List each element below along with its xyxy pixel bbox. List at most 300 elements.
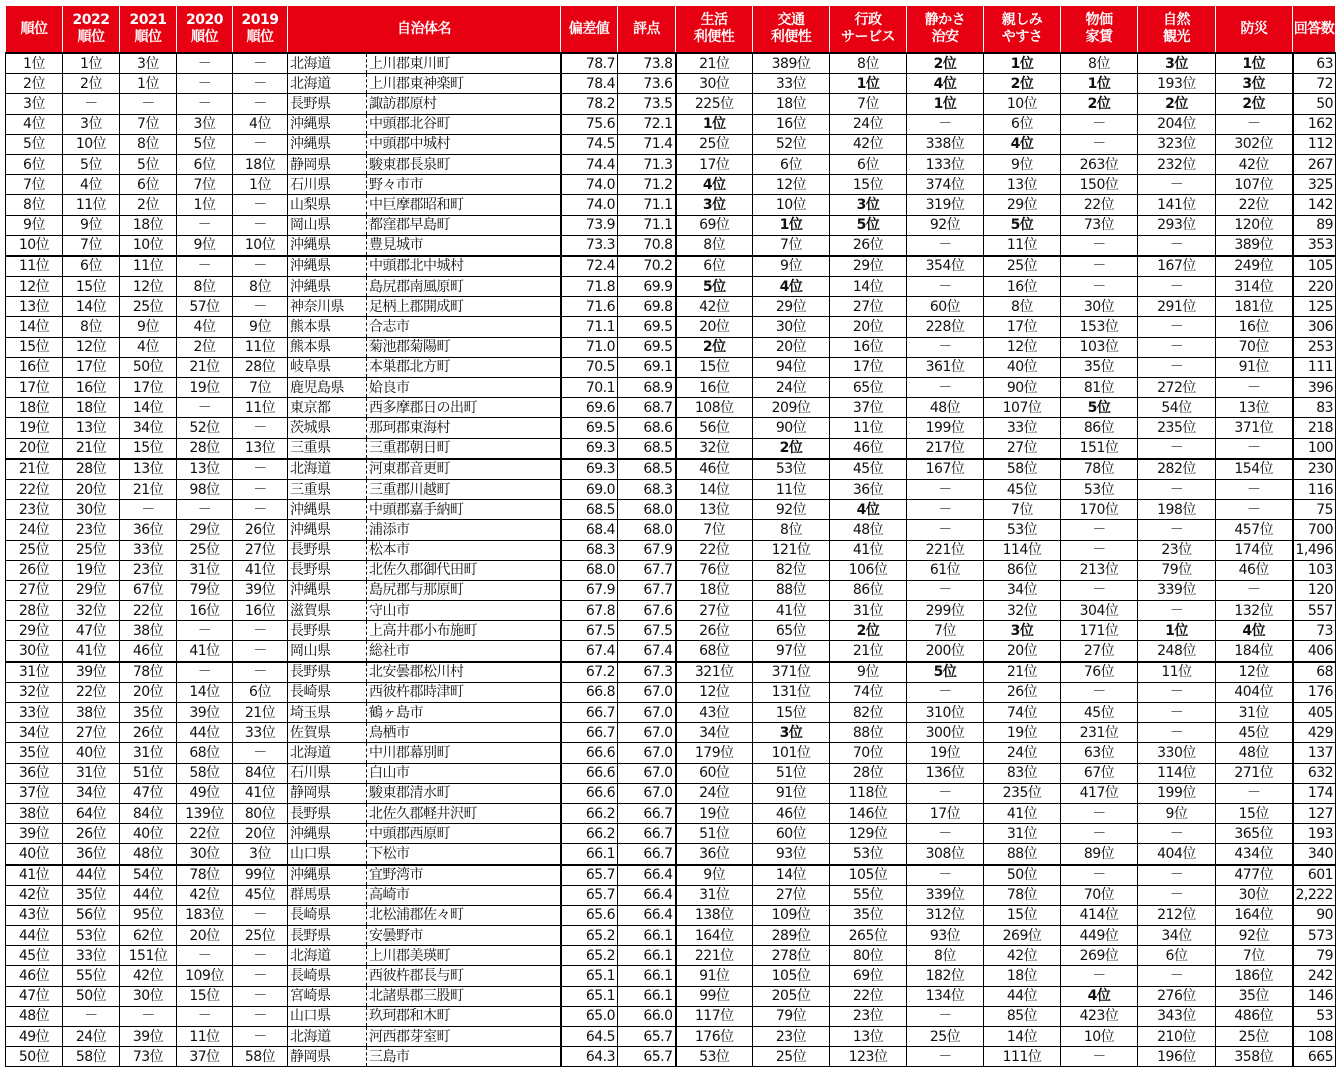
rank-2022-cell: 25位 (63, 540, 120, 560)
transport-cell: 52位 (753, 134, 830, 154)
nature-cell: 248位 (1138, 641, 1216, 662)
transport-cell: 15位 (753, 703, 830, 723)
header-price: 物価 家賃 (1061, 6, 1138, 54)
rank-cell: 8位 (6, 195, 63, 215)
friendly-cell: 74位 (984, 703, 1061, 723)
score-cell: 67.3 (618, 662, 676, 683)
municipality-name-cell: 鳥栖市 (367, 723, 561, 743)
score-cell: 68.6 (618, 418, 676, 438)
rank-2019-cell: 21位 (233, 703, 288, 723)
price-cell: － (1061, 580, 1138, 600)
deviation-cell: 65.7 (561, 885, 618, 905)
admin-cell: 37位 (830, 398, 907, 418)
transport-cell: 33位 (753, 74, 830, 94)
rank-2020-cell: － (177, 215, 233, 235)
responses-cell: 89 (1293, 215, 1336, 235)
rank-2020-cell: 13位 (177, 459, 233, 480)
disaster-cell: － (1216, 500, 1293, 520)
rank-2020-cell: 31位 (177, 560, 233, 580)
table-row (6, 844, 1336, 865)
rank-cell: 5位 (6, 134, 63, 154)
rank-2019-cell: 45位 (233, 885, 288, 905)
rank-2022-cell: 21位 (63, 438, 120, 459)
admin-cell: 3位 (830, 195, 907, 215)
rank-2020-cell: 41位 (177, 641, 233, 662)
price-cell: 70位 (1061, 885, 1138, 905)
deviation-cell: 75.6 (561, 114, 618, 134)
nature-cell: 34位 (1138, 926, 1216, 946)
prefecture-cell: 神奈川県 (288, 297, 367, 317)
table-row (6, 378, 1336, 398)
transport-cell: 94位 (753, 357, 830, 377)
rank-2020-cell: 25位 (177, 540, 233, 560)
transport-cell: 8位 (753, 520, 830, 540)
nature-cell: 196位 (1138, 1047, 1216, 1067)
municipality-name-cell: 守山市 (367, 601, 561, 621)
score-cell: 71.4 (618, 134, 676, 154)
responses-cell: 50 (1293, 94, 1336, 114)
transport-cell: 27位 (753, 885, 830, 905)
deviation-cell: 69.5 (561, 418, 618, 438)
rank-2019-cell: 13位 (233, 438, 288, 459)
prefecture-cell: 岐阜県 (288, 357, 367, 377)
score-cell: 68.9 (618, 378, 676, 398)
prefecture-cell: 山口県 (288, 844, 367, 865)
rank-2022-cell: 11位 (63, 195, 120, 215)
municipality-name-cell: 西多摩郡日の出町 (367, 398, 561, 418)
price-cell: － (1061, 865, 1138, 886)
rank-2022-cell: 33位 (63, 946, 120, 966)
table-row (6, 215, 1336, 235)
responses-cell: 220 (1293, 277, 1336, 297)
safety-cell: 354位 (907, 256, 984, 277)
rank-2021-cell: 48位 (120, 844, 177, 865)
rank-2021-cell: 36位 (120, 520, 177, 540)
friendly-cell: 32位 (984, 601, 1061, 621)
rank-2019-cell: － (233, 905, 288, 925)
living-cell: 68位 (676, 641, 753, 662)
header-rank: 順位 (6, 6, 63, 54)
safety-cell: － (907, 865, 984, 886)
transport-cell: 91位 (753, 783, 830, 803)
rank-2020-cell: 49位 (177, 783, 233, 803)
transport-cell: 4位 (753, 277, 830, 297)
rank-2022-cell: 26位 (63, 824, 120, 844)
safety-cell: 319位 (907, 195, 984, 215)
disaster-cell: 132位 (1216, 601, 1293, 621)
admin-cell: 24位 (830, 114, 907, 134)
safety-cell: 339位 (907, 885, 984, 905)
municipality-name-cell: 北佐久郡軽井沢町 (367, 803, 561, 823)
prefecture-cell: 長野県 (288, 926, 367, 946)
table-row (6, 540, 1336, 560)
rank-2019-cell: － (233, 195, 288, 215)
safety-cell: 5位 (907, 662, 984, 683)
rank-cell: 4位 (6, 114, 63, 134)
deviation-cell: 78.7 (561, 53, 618, 74)
prefecture-cell: 沖縄県 (288, 277, 367, 297)
disaster-cell: 16位 (1216, 317, 1293, 337)
municipality-name-cell: 三重郡川越町 (367, 479, 561, 499)
friendly-cell: 29位 (984, 195, 1061, 215)
rank-2021-cell: 151位 (120, 946, 177, 966)
nature-cell: 293位 (1138, 215, 1216, 235)
living-cell: 1位 (676, 114, 753, 134)
responses-cell: 75 (1293, 500, 1336, 520)
prefecture-cell: 沖縄県 (288, 134, 367, 154)
rank-2019-cell: － (233, 53, 288, 74)
rank-2022-cell: 14位 (63, 297, 120, 317)
responses-cell: 230 (1293, 459, 1336, 480)
municipality-name-cell: 諏訪郡原村 (367, 94, 561, 114)
rank-2019-cell: 26位 (233, 520, 288, 540)
responses-cell: 405 (1293, 703, 1336, 723)
admin-cell: 45位 (830, 459, 907, 480)
table-row (6, 357, 1336, 377)
friendly-cell: 6位 (984, 114, 1061, 134)
municipality-name-cell: 豊見城市 (367, 235, 561, 256)
prefecture-cell: 岡山県 (288, 641, 367, 662)
rank-2022-cell: 41位 (63, 641, 120, 662)
safety-cell: 25位 (907, 1027, 984, 1047)
safety-cell: 8位 (907, 946, 984, 966)
prefecture-cell: 山口県 (288, 1006, 367, 1026)
rank-2021-cell: 38位 (120, 621, 177, 641)
rank-2022-cell: 28位 (63, 459, 120, 480)
safety-cell: － (907, 824, 984, 844)
nature-cell: － (1138, 357, 1216, 377)
nature-cell: 3位 (1138, 53, 1216, 74)
deviation-cell: 68.5 (561, 500, 618, 520)
rank-cell: 21位 (6, 459, 63, 480)
table-row (6, 94, 1336, 114)
rank-cell: 15位 (6, 337, 63, 357)
table-row (6, 763, 1336, 783)
friendly-cell: 24位 (984, 743, 1061, 763)
rank-2022-cell: 47位 (63, 621, 120, 641)
rank-2020-cell: 109位 (177, 966, 233, 986)
municipality-name-cell: 宜野湾市 (367, 865, 561, 886)
rank-2021-cell: 21位 (120, 479, 177, 499)
responses-cell: 306 (1293, 317, 1336, 337)
nature-cell: － (1138, 337, 1216, 357)
living-cell: 42位 (676, 297, 753, 317)
header-nature: 自然 観光 (1138, 6, 1216, 54)
municipality-name-cell: 西彼杵郡長与町 (367, 966, 561, 986)
municipality-name-cell: 中頭郡嘉手納町 (367, 500, 561, 520)
rank-2022-cell: 12位 (63, 337, 120, 357)
score-cell: 66.1 (618, 946, 676, 966)
deviation-cell: 68.3 (561, 540, 618, 560)
safety-cell: 200位 (907, 641, 984, 662)
rank-2022-cell: 1位 (63, 53, 120, 74)
living-cell: 20位 (676, 317, 753, 337)
table-row (6, 337, 1336, 357)
living-cell: 176位 (676, 1027, 753, 1047)
disaster-cell: － (1216, 580, 1293, 600)
disaster-cell: 2位 (1216, 94, 1293, 114)
rank-cell: 31位 (6, 662, 63, 683)
header-friendly: 親しみ やすさ (984, 6, 1061, 54)
responses-cell: 79 (1293, 946, 1336, 966)
living-cell: 7位 (676, 520, 753, 540)
transport-cell: 23位 (753, 1027, 830, 1047)
responses-cell: 120 (1293, 580, 1336, 600)
rank-2020-cell: 22位 (177, 824, 233, 844)
price-cell: 76位 (1061, 662, 1138, 683)
price-cell: 78位 (1061, 459, 1138, 480)
municipality-name-cell: 河東郡音更町 (367, 459, 561, 480)
municipality-name-cell: 浦添市 (367, 520, 561, 540)
responses-cell: 127 (1293, 803, 1336, 823)
living-cell: 30位 (676, 74, 753, 94)
price-cell: － (1061, 134, 1138, 154)
disaster-cell: 174位 (1216, 540, 1293, 560)
friendly-cell: 83位 (984, 763, 1061, 783)
rank-2021-cell: 5位 (120, 154, 177, 174)
rank-2019-cell: 80位 (233, 803, 288, 823)
rank-2020-cell: 20位 (177, 926, 233, 946)
responses-cell: 176 (1293, 682, 1336, 702)
rank-2022-cell: 30位 (63, 500, 120, 520)
rank-cell: 34位 (6, 723, 63, 743)
municipality-name-cell: 下松市 (367, 844, 561, 865)
nature-cell: 6位 (1138, 946, 1216, 966)
rank-2019-cell: 27位 (233, 540, 288, 560)
price-cell: 231位 (1061, 723, 1138, 743)
deviation-cell: 70.5 (561, 357, 618, 377)
nature-cell: 272位 (1138, 378, 1216, 398)
rank-2021-cell: 25位 (120, 297, 177, 317)
header-score: 評点 (618, 6, 676, 54)
deviation-cell: 66.2 (561, 824, 618, 844)
rank-cell: 3位 (6, 94, 63, 114)
deviation-cell: 69.6 (561, 398, 618, 418)
safety-cell: 300位 (907, 723, 984, 743)
deviation-cell: 66.2 (561, 803, 618, 823)
rank-2019-cell: 8位 (233, 277, 288, 297)
rank-2019-cell: 1位 (233, 175, 288, 195)
rank-2019-cell: － (233, 297, 288, 317)
responses-cell: 601 (1293, 865, 1336, 886)
friendly-cell: 40位 (984, 357, 1061, 377)
municipality-name-cell: 駿東郡長泉町 (367, 154, 561, 174)
rank-cell: 13位 (6, 297, 63, 317)
living-cell: 27位 (676, 601, 753, 621)
living-cell: 3位 (676, 195, 753, 215)
prefecture-cell: 北海道 (288, 74, 367, 94)
friendly-cell: 31位 (984, 824, 1061, 844)
table-row (6, 966, 1336, 986)
prefecture-cell: 宮崎県 (288, 986, 367, 1006)
rank-cell: 9位 (6, 215, 63, 235)
rank-cell: 19位 (6, 418, 63, 438)
admin-cell: 88位 (830, 723, 907, 743)
admin-cell: 20位 (830, 317, 907, 337)
safety-cell: 92位 (907, 215, 984, 235)
rank-2022-cell: 15位 (63, 277, 120, 297)
nature-cell: 167位 (1138, 256, 1216, 277)
living-cell: 22位 (676, 540, 753, 560)
living-cell: 108位 (676, 398, 753, 418)
transport-cell: 90位 (753, 418, 830, 438)
rank-2021-cell: 22位 (120, 601, 177, 621)
header-disaster: 防災 (1216, 6, 1293, 54)
admin-cell: 129位 (830, 824, 907, 844)
price-cell: 171位 (1061, 621, 1138, 641)
friendly-cell: 8位 (984, 297, 1061, 317)
rank-2021-cell: 30位 (120, 986, 177, 1006)
header-safety: 静かさ 治安 (907, 6, 984, 54)
table-row (6, 885, 1336, 905)
transport-cell: 24位 (753, 378, 830, 398)
admin-cell: 17位 (830, 357, 907, 377)
price-cell: 170位 (1061, 500, 1138, 520)
municipality-name-cell: 中巨摩郡昭和町 (367, 195, 561, 215)
deviation-cell: 71.6 (561, 297, 618, 317)
responses-cell: 340 (1293, 844, 1336, 865)
rank-cell: 6位 (6, 154, 63, 174)
living-cell: 13位 (676, 500, 753, 520)
transport-cell: 97位 (753, 641, 830, 662)
safety-cell: － (907, 337, 984, 357)
deviation-cell: 70.1 (561, 378, 618, 398)
rank-2020-cell: 183位 (177, 905, 233, 925)
deviation-cell: 67.8 (561, 601, 618, 621)
safety-cell: 217位 (907, 438, 984, 459)
safety-cell: 136位 (907, 763, 984, 783)
prefecture-cell: 北海道 (288, 743, 367, 763)
price-cell: － (1061, 114, 1138, 134)
transport-cell: 11位 (753, 479, 830, 499)
admin-cell: 74位 (830, 682, 907, 702)
price-cell: 449位 (1061, 926, 1138, 946)
score-cell: 69.5 (618, 337, 676, 357)
admin-cell: 26位 (830, 235, 907, 256)
rank-2019-cell: 11位 (233, 398, 288, 418)
rank-2022-cell: 23位 (63, 520, 120, 540)
prefecture-cell: 静岡県 (288, 1047, 367, 1067)
disaster-cell: 35位 (1216, 986, 1293, 1006)
living-cell: 32位 (676, 438, 753, 459)
safety-cell: 221位 (907, 540, 984, 560)
rank-2019-cell: － (233, 94, 288, 114)
rank-2022-cell: 44位 (63, 865, 120, 886)
prefecture-cell: 静岡県 (288, 154, 367, 174)
price-cell: － (1061, 540, 1138, 560)
header-rank-2019: 2019 順位 (233, 6, 288, 54)
score-cell: 73.8 (618, 53, 676, 74)
price-cell: 213位 (1061, 560, 1138, 580)
disaster-cell: 13位 (1216, 398, 1293, 418)
deviation-cell: 71.0 (561, 337, 618, 357)
rank-cell: 38位 (6, 803, 63, 823)
safety-cell: 299位 (907, 601, 984, 621)
rank-2021-cell: 84位 (120, 803, 177, 823)
table-row (6, 580, 1336, 600)
deviation-cell: 67.9 (561, 580, 618, 600)
responses-cell: 325 (1293, 175, 1336, 195)
price-cell: 30位 (1061, 297, 1138, 317)
rank-2019-cell: 18位 (233, 154, 288, 174)
table-row (6, 235, 1336, 256)
header-admin: 行政 サービス (830, 6, 907, 54)
score-cell: 66.4 (618, 905, 676, 925)
rank-2020-cell: － (177, 662, 233, 683)
safety-cell: 61位 (907, 560, 984, 580)
admin-cell: 123位 (830, 1047, 907, 1067)
nature-cell: 343位 (1138, 1006, 1216, 1026)
rank-cell: 40位 (6, 844, 63, 865)
prefecture-cell: 沖縄県 (288, 500, 367, 520)
municipality-name-cell: 北安曇郡松川村 (367, 662, 561, 683)
score-cell: 69.1 (618, 357, 676, 377)
table-row (6, 1047, 1336, 1067)
rank-2022-cell: 3位 (63, 114, 120, 134)
score-cell: 70.2 (618, 256, 676, 277)
friendly-cell: 114位 (984, 540, 1061, 560)
nature-cell: － (1138, 682, 1216, 702)
municipality-name-cell: 合志市 (367, 317, 561, 337)
safety-cell: 48位 (907, 398, 984, 418)
friendly-cell: 107位 (984, 398, 1061, 418)
rank-2022-cell: 55位 (63, 966, 120, 986)
table-row (6, 1006, 1336, 1026)
rank-2022-cell: 4位 (63, 175, 120, 195)
rank-2020-cell: － (177, 1006, 233, 1026)
rank-cell: 14位 (6, 317, 63, 337)
rank-cell: 48位 (6, 1006, 63, 1026)
municipality-name-cell: 北佐久郡御代田町 (367, 560, 561, 580)
friendly-cell: 9位 (984, 154, 1061, 174)
rank-2020-cell: 58位 (177, 763, 233, 783)
score-cell: 66.4 (618, 885, 676, 905)
safety-cell: 93位 (907, 926, 984, 946)
rank-cell: 18位 (6, 398, 63, 418)
rank-cell: 25位 (6, 540, 63, 560)
rank-cell: 45位 (6, 946, 63, 966)
friendly-cell: 19位 (984, 723, 1061, 743)
rank-2021-cell: 10位 (120, 235, 177, 256)
price-cell: － (1061, 256, 1138, 277)
deviation-cell: 65.1 (561, 986, 618, 1006)
rank-cell: 17位 (6, 378, 63, 398)
admin-cell: 36位 (830, 479, 907, 499)
score-cell: 68.0 (618, 500, 676, 520)
table-row (6, 926, 1336, 946)
deviation-cell: 74.4 (561, 154, 618, 174)
responses-cell: 111 (1293, 357, 1336, 377)
rank-2022-cell: 10位 (63, 134, 120, 154)
rank-2021-cell: 26位 (120, 723, 177, 743)
responses-cell: 68 (1293, 662, 1336, 683)
responses-cell: 72 (1293, 74, 1336, 94)
rank-2021-cell: 11位 (120, 256, 177, 277)
score-cell: 67.4 (618, 641, 676, 662)
rank-2019-cell: － (233, 966, 288, 986)
living-cell: 17位 (676, 154, 753, 174)
rank-2019-cell: 20位 (233, 824, 288, 844)
living-cell: 6位 (676, 256, 753, 277)
safety-cell: 312位 (907, 905, 984, 925)
friendly-cell: 4位 (984, 134, 1061, 154)
living-cell: 21位 (676, 53, 753, 74)
responses-cell: 218 (1293, 418, 1336, 438)
score-cell: 67.0 (618, 743, 676, 763)
friendly-cell: 18位 (984, 966, 1061, 986)
transport-cell: 88位 (753, 580, 830, 600)
prefecture-cell: 北海道 (288, 946, 367, 966)
